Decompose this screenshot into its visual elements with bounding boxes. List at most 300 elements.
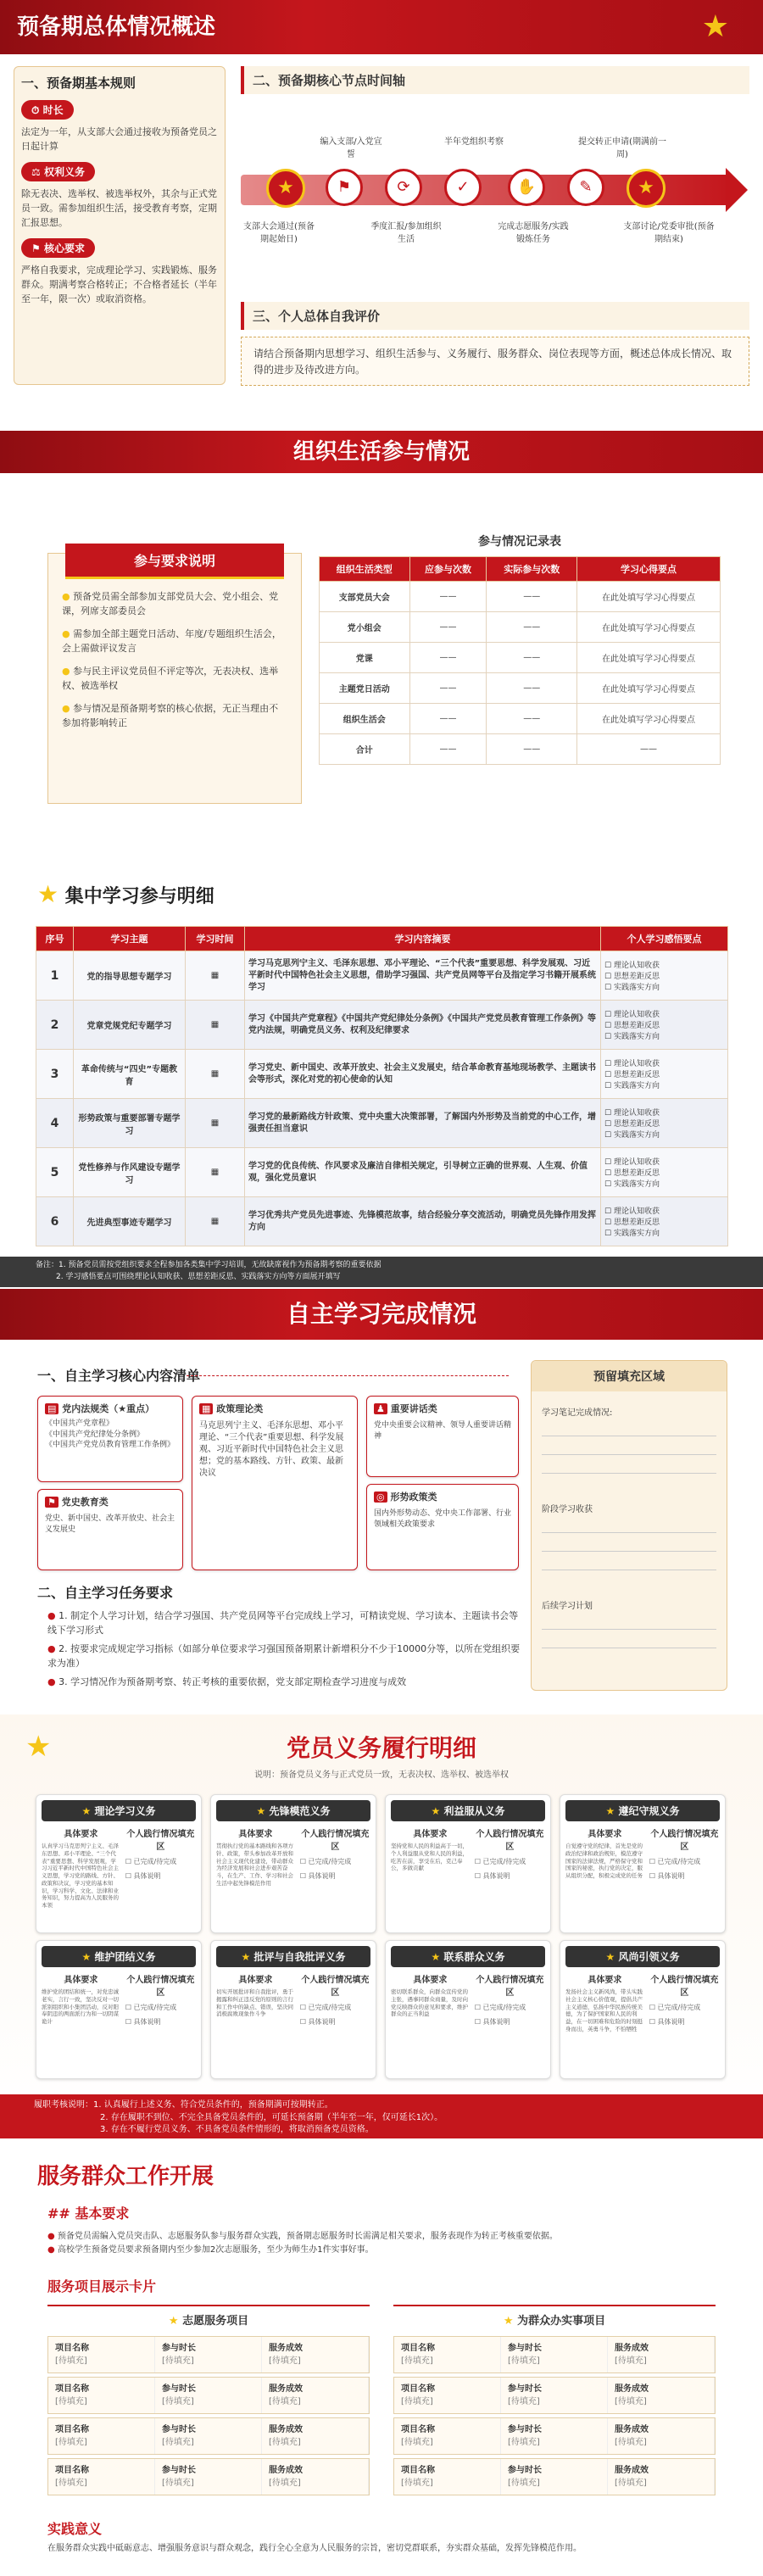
card-title-text: 党史教育类: [61, 1497, 109, 1508]
service-field[interactable]: [608, 2459, 715, 2495]
checkbox-icon[interactable]: ☐: [299, 1872, 309, 1880]
checkbox-icon[interactable]: ☐: [299, 2018, 309, 2026]
checkbox-icon[interactable]: ☐: [649, 2004, 658, 2011]
feel-label: 理论认知收获: [613, 962, 660, 970]
card-title: [374, 1402, 511, 1415]
duty-fill-label: 已完成/待完成: [657, 1858, 701, 1865]
service-field-value: [待填充]: [162, 2356, 194, 2366]
duty-col-label: 具体要求: [588, 1830, 622, 1839]
service-field[interactable]: [501, 2378, 608, 2413]
calendar-icon: ▦: [210, 1168, 220, 1177]
duty-fill-item[interactable]: [649, 2017, 720, 2027]
star-icon: ★: [81, 1805, 95, 1817]
service-field-label: 参与时长: [508, 2344, 542, 2353]
rule-text: 严格自我要求，完成理论学习、实践锻炼、服务群众。期满考察合格转正；不合格者延长（半年至一年，限一次）或取消资格。: [21, 265, 217, 305]
checkbox-icon[interactable]: ☐: [299, 1858, 309, 1865]
study-time[interactable]: [186, 1099, 245, 1148]
study-feel[interactable]: [601, 1050, 728, 1099]
checkbox-icon[interactable]: ☐: [604, 1120, 614, 1129]
table-header: 组织生活类型: [320, 557, 410, 582]
org-banner-title: 组织生活参与情况: [292, 439, 470, 465]
book-icon: ▤: [45, 1403, 58, 1414]
duty-card-title-text: 理论学习义务: [94, 1805, 156, 1817]
feel-item[interactable]: [604, 1178, 724, 1189]
checkbox-icon[interactable]: ☐: [604, 1033, 614, 1041]
bullet-dot-icon: ●: [47, 2245, 55, 2255]
feel-label: 实践落实方向: [613, 1180, 660, 1189]
table-row: [320, 704, 721, 734]
timeline-bottom-label: 季度汇报/参加组织生活: [370, 222, 442, 244]
study-summary: 学习马克思列宁主义、毛泽东思想、邓小平理论、“三个代表”重要思想、科学发展观、习近平新时代中国特色社会主义思想，借助学习强国、共产党员网等平台及指定学习书籍开展系统学习: [245, 951, 601, 1001]
duty-note: 说明：预备党员义务与正式党员一致，无表决权、选举权、被选举权: [254, 1770, 509, 1780]
podium-icon: ♟: [374, 1403, 387, 1414]
study-title-text: 集中学习参与明细: [64, 886, 214, 907]
service-field-label: 服务成效: [269, 2466, 303, 2475]
bullet-dot-icon: ●: [62, 628, 70, 640]
service-field-value: [待填充]: [615, 2397, 647, 2406]
checkbox-icon[interactable]: ☐: [604, 984, 614, 992]
table-cell[interactable]: ——: [487, 612, 577, 643]
serve-basic-list: [47, 2230, 726, 2257]
duty-fill[interactable]: [125, 1972, 196, 2027]
service-field-label: 服务成效: [615, 2344, 649, 2353]
table-cell[interactable]: ——: [409, 582, 487, 612]
table-row: [320, 673, 721, 704]
service-field[interactable]: [48, 2459, 155, 2495]
feel-label: 实践落实方向: [613, 1229, 660, 1238]
checkbox-icon[interactable]: ☐: [474, 1872, 483, 1880]
feel-label: 思想差距反思: [613, 1120, 660, 1129]
duty-card-title-text: 遵纪守规义务: [618, 1805, 680, 1817]
service-field[interactable]: [501, 2459, 608, 2495]
checkbox-icon[interactable]: ☐: [604, 1022, 614, 1030]
study-feel[interactable]: [601, 1148, 728, 1197]
duty-fill-item[interactable]: [125, 2017, 196, 2027]
checkbox-icon[interactable]: ☐: [125, 2004, 134, 2011]
duty-card-body: [42, 1826, 196, 1910]
checkbox-icon[interactable]: ☐: [474, 2004, 483, 2011]
feel-item[interactable]: [604, 1057, 724, 1068]
table-cell[interactable]: ——: [487, 704, 577, 734]
feel-item[interactable]: [604, 1107, 724, 1118]
task-item: [47, 1676, 522, 1690]
service-field-value: [待填充]: [162, 2397, 194, 2406]
duty-card-body: [391, 1972, 545, 2027]
fill-label: 后续学习计划: [542, 1602, 593, 1611]
duty-fill-item[interactable]: [475, 1871, 545, 1881]
checkbox-icon[interactable]: ☐: [604, 973, 614, 981]
duty-card: [385, 1940, 551, 2079]
study-feel[interactable]: [601, 1197, 728, 1246]
bullet-dot-icon: ●: [47, 1643, 56, 1654]
checkbox-icon[interactable]: ☐: [125, 2018, 134, 2026]
table-cell[interactable]: 在此处填写学习心得要点: [576, 673, 720, 704]
service-card[interactable]: [47, 2336, 370, 2373]
node-check-icon: ✓: [444, 169, 482, 206]
service-field[interactable]: [394, 2418, 501, 2454]
task-text: 3. 学习情况作为预备期考察、转正考核的重要依据，党支部定期检查学习进度与成效: [58, 1676, 407, 1687]
table-cell[interactable]: ——: [409, 704, 487, 734]
feel-label: 思想差距反思: [613, 1022, 660, 1030]
duty-card-body: [216, 1826, 370, 1887]
service-field-label: 项目名称: [401, 2466, 435, 2475]
row-number: 4: [36, 1099, 74, 1148]
study-time[interactable]: [186, 1050, 245, 1099]
exam-note: 履职考核说明：1. 认真履行上述义务、符合党员条件的，预备期满可按期转正。: [34, 2100, 333, 2110]
table-cell[interactable]: ——: [409, 612, 487, 643]
card-list-item: 《中国共产党纪律处分条例》: [45, 1430, 145, 1439]
feel-item[interactable]: [604, 1205, 724, 1216]
duty-fill-label: 具体说明: [482, 1872, 510, 1880]
table-row: [36, 1197, 728, 1246]
duty-req: [42, 1972, 120, 2027]
study-time[interactable]: [186, 1148, 245, 1197]
feel-label: 实践落实方向: [613, 1131, 660, 1140]
study-feel[interactable]: [601, 951, 728, 1001]
serve-cards-title: 服务项目展示卡片: [47, 2278, 157, 2294]
duty-card-title: [216, 1800, 370, 1821]
duty-req-text: 密切联系群众，向群众宣传党的主张，遇事同群众商量，及时向党反映群众的意见和要求，维护群众的正当利益: [391, 1988, 468, 2018]
duty-card-title: [391, 1946, 545, 1967]
duty-card-body: [391, 1826, 545, 1881]
node-flag-icon: ⚑: [326, 169, 363, 206]
service-field[interactable]: [48, 2337, 155, 2372]
duty-card-body: [565, 1972, 720, 2033]
row-number: 1: [36, 951, 74, 1001]
serve-basic-text: 高校学生预备党员要求预备期内至少参加2次志愿服务，至少为师生办1件实事好事。: [57, 2245, 374, 2255]
checkbox-icon[interactable]: ☐: [604, 1109, 614, 1118]
exam-note: 3. 存在不履行党员义务、不具备党员条件情形的，将取消预备党员资格。: [100, 2125, 374, 2134]
service-field[interactable]: [608, 2378, 715, 2413]
checkbox-icon[interactable]: ☐: [604, 1169, 614, 1178]
duty-fill-item[interactable]: [649, 2003, 720, 2012]
fill-field[interactable]: [542, 1405, 716, 1488]
service-field-label: 参与时长: [162, 2344, 196, 2353]
service-field-value: [待填充]: [615, 2438, 647, 2447]
fill-field[interactable]: [542, 1502, 716, 1585]
service-field[interactable]: [155, 2459, 262, 2495]
req-title: 参与要求说明: [65, 544, 284, 579]
feel-item[interactable]: [604, 1216, 724, 1227]
service-list: [393, 2336, 716, 2495]
duty-req-text: 贯彻执行党的基本路线和各项方针、政策，带头参加改革开放和社会主义现代化建设，带动群众为经济发展和社会进步艰苦奋斗，在生产、工作、学习和社会生活中起先锋模范作用: [216, 1843, 293, 1887]
duty-req-text: 维护党的团结和统一，对党忠诚老实，言行一致，坚决反对一切派别组织和小集团活动，反对阳奉阴违的两面派行为和一切阴谋诡计: [42, 1988, 119, 2026]
card-situation: [366, 1484, 519, 1570]
timeline-panel: [241, 66, 749, 295]
feel-label: 理论认知收获: [613, 1060, 660, 1068]
feel-item[interactable]: [604, 970, 724, 981]
service-card[interactable]: [393, 2336, 716, 2373]
service-field[interactable]: [394, 2459, 501, 2495]
duty-fill-item[interactable]: [300, 2017, 370, 2027]
req-text: 参与民主评议党员但不评定等次，无表决权、选举权、被选举权: [62, 666, 279, 692]
service-card[interactable]: [393, 2377, 716, 2414]
node-handshake-icon: ✋: [508, 169, 545, 206]
table-cell[interactable]: 在此处填写学习心得要点: [576, 643, 720, 673]
calendar-icon: ▦: [210, 1217, 220, 1226]
req-item: [62, 701, 287, 730]
record-table: [319, 556, 721, 765]
service-field-value: [待填充]: [508, 2356, 540, 2366]
duty-fill-item[interactable]: [125, 1857, 196, 1866]
duty-fill-item[interactable]: [649, 1871, 720, 1881]
table-header: 序号: [36, 927, 74, 951]
service-field[interactable]: [262, 2378, 369, 2413]
bullet-dot-icon: ●: [62, 666, 70, 677]
service-card[interactable]: [393, 2417, 716, 2455]
duty-card-title: [42, 1800, 196, 1821]
duty-card: [210, 1794, 376, 1933]
study-table: [36, 926, 728, 1246]
service-field-value: [待填充]: [269, 2438, 301, 2447]
req-item: [62, 589, 287, 618]
duty-fill-item[interactable]: [475, 2017, 545, 2027]
checkbox-icon[interactable]: ☐: [474, 1858, 483, 1865]
checkbox-icon[interactable]: ☐: [604, 1218, 614, 1227]
duty-card-title-text: 联系群众义务: [443, 1951, 505, 1963]
checkbox-icon[interactable]: ☐: [649, 1858, 658, 1865]
table-row: [320, 643, 721, 673]
duty-fill-label: 已完成/待完成: [482, 1858, 526, 1865]
card-title-text: 党内法规类（★重点）: [62, 1403, 155, 1414]
service-field-label: 项目名称: [401, 2344, 435, 2353]
feel-item[interactable]: [604, 1118, 724, 1129]
star-icon: ★: [605, 1805, 619, 1817]
card-title-text: 形势政策类: [390, 1492, 437, 1503]
service-field-label: 项目名称: [55, 2466, 89, 2475]
service-field[interactable]: [394, 2337, 501, 2372]
table-cell: 主题党日活动: [320, 673, 410, 704]
feel-label: 理论认知收获: [613, 1109, 660, 1118]
study-time[interactable]: [186, 1197, 245, 1246]
service-field-value: [待填充]: [508, 2478, 540, 2488]
fill-field[interactable]: [542, 1598, 716, 1681]
checkbox-icon[interactable]: ☐: [649, 1872, 658, 1880]
table-cell[interactable]: 在此处填写学习心得要点: [576, 582, 720, 612]
record-table-title: 参与情况记录表: [478, 535, 561, 549]
service-field[interactable]: [155, 2337, 262, 2372]
duty-fill[interactable]: [475, 1826, 545, 1881]
duty-fill-label: 已完成/待完成: [657, 2004, 701, 2011]
checkbox-icon[interactable]: ☐: [125, 1858, 134, 1865]
service-field[interactable]: [48, 2418, 155, 2454]
table-cell[interactable]: ——: [409, 734, 487, 765]
self-banner-title: 自主学习完成情况: [286, 1300, 476, 1328]
checkbox-icon[interactable]: ☐: [299, 2004, 309, 2011]
feel-item[interactable]: [604, 959, 724, 970]
service-field-label: 项目名称: [55, 2344, 89, 2353]
rule-rights: [21, 162, 218, 230]
service-field-value: [待填充]: [508, 2397, 540, 2406]
table-cell[interactable]: ——: [487, 673, 577, 704]
self-eval-title: 三、个人总体自我评价: [241, 302, 749, 330]
study-time[interactable]: [186, 1001, 245, 1050]
duty-col-label: 个人践行情况填充区: [126, 1976, 195, 1998]
study-topic: 党的指导思想专题学习: [74, 951, 186, 1001]
service-field[interactable]: [262, 2459, 369, 2495]
card-text: 马克思列宁主义、毛泽东思想、邓小平理论、“三个代表”重要思想、科学发展观、习近平新时代中国特色社会主义思想；党的基本路线、方针、政策、最新决议: [199, 1421, 344, 1478]
duty-req: [565, 1826, 644, 1881]
service-field[interactable]: [48, 2378, 155, 2413]
duty-fill-item[interactable]: [475, 2003, 545, 2012]
table-cell[interactable]: ——: [487, 582, 577, 612]
feel-item[interactable]: [604, 1227, 724, 1238]
table-row: [36, 1001, 728, 1050]
service-field-value: [待填充]: [162, 2438, 194, 2447]
card-policy-theory: [192, 1396, 358, 1570]
duty-fill-item[interactable]: [300, 1871, 370, 1881]
duty-fill[interactable]: [475, 1972, 545, 2027]
card-title-text: 政策理论类: [216, 1403, 264, 1414]
feel-label: 理论认知收获: [613, 1011, 660, 1019]
service-field-value: [待填充]: [401, 2438, 433, 2447]
timeline-bottom-label: 支部大会通过(预备期起始日): [243, 222, 315, 244]
duty-req-text: 认真学习马克思列宁主义、毛泽东思想、邓小平理论、“三个代表”重要思想、科学发展观，学习习近平新时代中国特色社会主义思想，学习党的路线、方针、政策和决议，学习党的基本知识，学习科学、文化、法律和业务知识，努力提高为人民服务的本领: [42, 1843, 119, 1910]
duty-card: [36, 1940, 202, 2079]
serve-col-a: [47, 2305, 370, 2498]
duty-fill-item[interactable]: [125, 2003, 196, 2012]
checkbox-icon[interactable]: ☐: [474, 2018, 483, 2026]
duty-card-body: [42, 1972, 196, 2027]
duty-fill[interactable]: [649, 1972, 720, 2033]
service-field-value: [待填充]: [162, 2478, 194, 2488]
row-number: 6: [36, 1197, 74, 1246]
self-eval-text[interactable]: 请结合预备期内思想学习、组织生活参与、义务履行、服务群众、岗位表现等方面，概述总体成长情况、取得的进步及待改进方向。: [241, 337, 749, 386]
duty-fill-item[interactable]: [649, 1857, 720, 1866]
service-card[interactable]: [393, 2458, 716, 2495]
service-field[interactable]: [501, 2337, 608, 2372]
service-field-value: [待填充]: [615, 2356, 647, 2366]
feel-item[interactable]: [604, 1030, 724, 1041]
feel-item[interactable]: [604, 1079, 724, 1090]
checkbox-icon[interactable]: ☐: [604, 1158, 614, 1167]
duty-fill[interactable]: [649, 1826, 720, 1881]
duty-fill[interactable]: [300, 1972, 370, 2027]
checkbox-icon[interactable]: ☐: [604, 1060, 614, 1068]
bullet-dot-icon: ●: [47, 2232, 55, 2241]
service-field-value: [待填充]: [401, 2356, 433, 2366]
duty-req: [216, 1972, 295, 2027]
checkbox-icon[interactable]: ☐: [604, 1207, 614, 1216]
table-cell[interactable]: ——: [487, 643, 577, 673]
checkbox-icon[interactable]: ☐: [604, 1082, 614, 1090]
duty-fill-item[interactable]: [300, 2003, 370, 2012]
duty-col-label: 个人践行情况填充区: [301, 1830, 370, 1852]
table-cell: 党小组会: [320, 612, 410, 643]
duty-fill-item[interactable]: [300, 1857, 370, 1866]
service-field[interactable]: [608, 2337, 715, 2372]
feel-item[interactable]: [604, 1156, 724, 1167]
study-table-panel: [36, 926, 727, 1246]
star-icon: ★: [701, 9, 729, 44]
service-field[interactable]: [262, 2418, 369, 2454]
feel-item[interactable]: [604, 1019, 724, 1030]
checkbox-icon[interactable]: ☐: [125, 1872, 134, 1880]
checkbox-icon[interactable]: ☐: [604, 1011, 614, 1019]
timeline-top-label: 半年党组织考察: [444, 137, 504, 147]
feel-item[interactable]: [604, 1068, 724, 1079]
card-list-item: 《中国共产党章程》: [45, 1419, 114, 1428]
fill-label: 阶段学习收获: [542, 1505, 593, 1514]
service-field[interactable]: [262, 2337, 369, 2372]
duty-req: [216, 1826, 295, 1887]
table-cell[interactable]: 在此处填写学习心得要点: [576, 612, 720, 643]
study-time[interactable]: [186, 951, 245, 1001]
duty-col-label: 具体要求: [588, 1976, 622, 1985]
feel-item[interactable]: [604, 1008, 724, 1019]
duty-fill-item[interactable]: [125, 1871, 196, 1881]
calendar-icon: ▦: [210, 1069, 220, 1079]
duty-req: [565, 1972, 644, 2033]
table-cell[interactable]: ——: [487, 734, 577, 765]
study-topic: 先进典型事迹专题学习: [74, 1197, 186, 1246]
table-cell[interactable]: ——: [409, 643, 487, 673]
duty-card-title: [216, 1946, 370, 1967]
duty-col-label: 具体要求: [238, 1976, 273, 1985]
service-field-label: 项目名称: [55, 2425, 89, 2434]
star-icon: ★: [168, 2315, 179, 2328]
table-cell[interactable]: 在此处填写学习心得要点: [576, 704, 720, 734]
checkbox-icon[interactable]: ☐: [604, 1071, 614, 1079]
feel-label: 理论认知收获: [613, 1158, 660, 1167]
feel-item[interactable]: [604, 981, 724, 992]
checkbox-icon[interactable]: ☐: [604, 1229, 614, 1238]
duty-fill[interactable]: [125, 1826, 196, 1910]
task-item: [47, 1609, 522, 1637]
req-panel: [47, 553, 302, 804]
table-cell[interactable]: ——: [576, 734, 720, 765]
checkbox-icon[interactable]: ☐: [604, 962, 614, 970]
service-card[interactable]: [47, 2377, 370, 2414]
feel-item[interactable]: [604, 1129, 724, 1140]
study-feel[interactable]: [601, 1099, 728, 1148]
service-field-label: 服务成效: [269, 2425, 303, 2434]
duty-fill[interactable]: [300, 1826, 370, 1887]
study-feel[interactable]: [601, 1001, 728, 1050]
duty-fill-item[interactable]: [475, 1857, 545, 1866]
checkbox-icon[interactable]: ☐: [649, 2018, 658, 2026]
table-header: 学习时间: [186, 927, 245, 951]
service-field[interactable]: [501, 2418, 608, 2454]
star-icon: ★: [431, 1951, 444, 1963]
service-card[interactable]: [47, 2458, 370, 2495]
task-item: [47, 1642, 522, 1670]
fill-area: [531, 1360, 727, 1691]
service-card[interactable]: [47, 2417, 370, 2455]
checkbox-icon[interactable]: ☐: [604, 1131, 614, 1140]
service-field[interactable]: [155, 2378, 262, 2413]
fill-title: 预留填充区域: [532, 1361, 727, 1391]
task-list: [47, 1609, 522, 1690]
timeline-bottom-label: 完成志愿服务/实践锻炼任务: [498, 222, 569, 244]
duty-req-text: 发扬社会主义新风尚，带头实践社会主义核心价值观，提倡共产主义道德，弘扬中华民族传统美德，为了保护国家和人民的利益，在一切困难和危险的时刻挺身而出，英勇斗争，不怕牺牲: [565, 1988, 643, 2032]
table-row: [36, 1099, 728, 1148]
feel-item[interactable]: [604, 1167, 724, 1178]
duty-col-label: 个人践行情况填充区: [476, 1830, 544, 1852]
star-icon: ★: [37, 880, 59, 908]
table-cell[interactable]: ——: [409, 673, 487, 704]
bullet-dot-icon: ●: [47, 1610, 56, 1621]
service-field-value: [待填充]: [55, 2478, 87, 2488]
node-refresh-icon: ⟳: [385, 169, 422, 206]
timeline-bottom-label: 支部讨论/党委审批(预备期结束): [623, 222, 715, 244]
service-field-label: 参与时长: [162, 2425, 196, 2434]
duty-card-body: [565, 1826, 720, 1881]
checkbox-icon[interactable]: ☐: [604, 1180, 614, 1189]
service-field[interactable]: [155, 2418, 262, 2454]
service-field[interactable]: [394, 2378, 501, 2413]
service-field[interactable]: [608, 2418, 715, 2454]
